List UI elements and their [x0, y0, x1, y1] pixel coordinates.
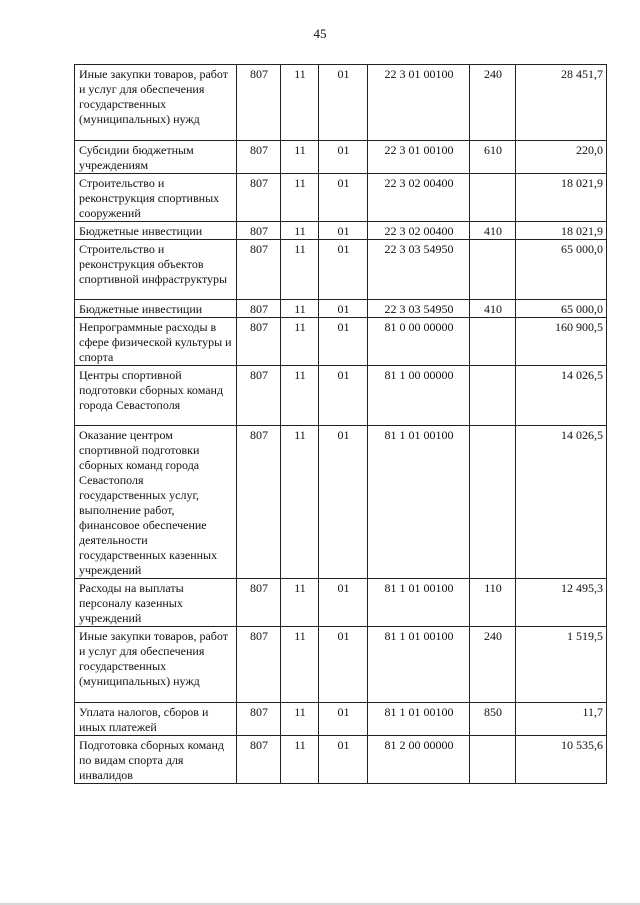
cell-ministry: 807 — [237, 579, 281, 627]
cell-name: Строительство и реконструкция спортивных сооружений — [75, 174, 237, 222]
cell-section: 11 — [281, 222, 319, 240]
cell-subsection: 01 — [319, 240, 368, 300]
page-number: 45 — [313, 26, 327, 41]
cell-target-article: 22 3 02 00400 — [368, 222, 470, 240]
cell-expense-type: 410 — [470, 300, 516, 318]
cell-target-article: 81 1 01 00100 — [368, 627, 470, 703]
cell-name: Оказание центром спортивной подготовки сборных команд города Севастополя государственных услуг, выполнение работ, финансовое обеспечение деятельности государственных казенных учреждений — [75, 426, 237, 579]
table-row — [75, 736, 607, 784]
cell-expense-type: 240 — [470, 65, 516, 141]
cell-section: 11 — [281, 141, 319, 174]
cell-expense-type: 850 — [470, 703, 516, 736]
cell-amount: 14 026,5 — [516, 366, 607, 426]
cell-expense-type: 610 — [470, 141, 516, 174]
cell-target-article: 22 3 02 00400 — [368, 174, 470, 222]
cell-name: Субсидии бюджетным учреждениям — [75, 141, 237, 174]
cell-expense-type — [470, 174, 516, 222]
cell-ministry: 807 — [237, 65, 281, 141]
cell-subsection: 01 — [319, 300, 368, 318]
cell-subsection: 01 — [319, 174, 368, 222]
cell-amount: 1 519,5 — [516, 627, 607, 703]
cell-subsection: 01 — [319, 627, 368, 703]
cell-ministry: 807 — [237, 141, 281, 174]
table-row — [75, 366, 607, 426]
cell-ministry: 807 — [237, 627, 281, 703]
cell-ministry: 807 — [237, 318, 281, 366]
cell-name: Строительство и реконструкция объектов спортивной инфраструктуры — [75, 240, 237, 300]
table-row — [75, 703, 607, 736]
cell-name: Непрограммные расходы в сфере физической культуры и спорта — [75, 318, 237, 366]
cell-ministry: 807 — [237, 174, 281, 222]
cell-ministry: 807 — [237, 240, 281, 300]
cell-target-article: 81 1 01 00100 — [368, 703, 470, 736]
cell-amount: 220,0 — [516, 141, 607, 174]
cell-target-article: 81 2 00 00000 — [368, 736, 470, 784]
cell-expense-type — [470, 318, 516, 366]
cell-amount: 160 900,5 — [516, 318, 607, 366]
cell-target-article: 81 0 00 00000 — [368, 318, 470, 366]
cell-section: 11 — [281, 703, 319, 736]
cell-name: Расходы на выплаты персоналу казенных учреждений — [75, 579, 237, 627]
cell-name: Иные закупки товаров, работ и услуг для обеспечения государственных (муниципальных) нужд — [75, 627, 237, 703]
cell-name: Бюджетные инвестиции — [75, 222, 237, 240]
cell-expense-type — [470, 426, 516, 579]
cell-subsection: 01 — [319, 65, 368, 141]
cell-expense-type — [470, 240, 516, 300]
cell-subsection: 01 — [319, 141, 368, 174]
cell-amount: 65 000,0 — [516, 240, 607, 300]
cell-subsection: 01 — [319, 366, 368, 426]
cell-section: 11 — [281, 426, 319, 579]
cell-section: 11 — [281, 318, 319, 366]
cell-subsection: 01 — [319, 222, 368, 240]
cell-name: Уплата налогов, сборов и иных платежей — [75, 703, 237, 736]
cell-section: 11 — [281, 366, 319, 426]
cell-target-article: 22 3 01 00100 — [368, 141, 470, 174]
cell-target-article: 22 3 01 00100 — [368, 65, 470, 141]
cell-target-article: 22 3 03 54950 — [368, 240, 470, 300]
cell-target-article: 81 1 01 00100 — [368, 426, 470, 579]
cell-amount: 18 021,9 — [516, 222, 607, 240]
table-row — [75, 579, 607, 627]
cell-expense-type: 240 — [470, 627, 516, 703]
table-row — [75, 627, 607, 703]
cell-section: 11 — [281, 240, 319, 300]
table-row — [75, 318, 607, 366]
table-row — [75, 174, 607, 222]
table-row — [75, 222, 607, 240]
cell-ministry: 807 — [237, 300, 281, 318]
cell-subsection: 01 — [319, 318, 368, 366]
cell-ministry: 807 — [237, 703, 281, 736]
cell-expense-type — [470, 736, 516, 784]
cell-section: 11 — [281, 579, 319, 627]
cell-section: 11 — [281, 300, 319, 318]
cell-subsection: 01 — [319, 579, 368, 627]
table-row — [75, 240, 607, 300]
cell-expense-type: 410 — [470, 222, 516, 240]
cell-name: Иные закупки товаров, работ и услуг для обеспечения государственных (муниципальных) нужд — [75, 65, 237, 141]
table-row — [75, 141, 607, 174]
cell-amount: 28 451,7 — [516, 65, 607, 141]
cell-ministry: 807 — [237, 222, 281, 240]
cell-target-article: 22 3 03 54950 — [368, 300, 470, 318]
cell-name: Подготовка сборных команд по видам спорта для инвалидов — [75, 736, 237, 784]
cell-expense-type: 110 — [470, 579, 516, 627]
cell-subsection: 01 — [319, 736, 368, 784]
cell-ministry: 807 — [237, 736, 281, 784]
cell-ministry: 807 — [237, 426, 281, 579]
cell-amount: 10 535,6 — [516, 736, 607, 784]
cell-target-article: 81 1 01 00100 — [368, 579, 470, 627]
table-row — [75, 300, 607, 318]
table-row — [75, 426, 607, 579]
cell-section: 11 — [281, 174, 319, 222]
table-row — [75, 65, 607, 141]
cell-subsection: 01 — [319, 703, 368, 736]
cell-target-article: 81 1 00 00000 — [368, 366, 470, 426]
cell-name: Бюджетные инвестиции — [75, 300, 237, 318]
cell-amount: 11,7 — [516, 703, 607, 736]
cell-section: 11 — [281, 65, 319, 141]
cell-name: Центры спортивной подготовки сборных команд города Севастополя — [75, 366, 237, 426]
cell-expense-type — [470, 366, 516, 426]
cell-section: 11 — [281, 627, 319, 703]
budget-table — [74, 64, 607, 784]
cell-amount: 18 021,9 — [516, 174, 607, 222]
budget-table-body — [75, 65, 607, 784]
cell-amount: 14 026,5 — [516, 426, 607, 579]
cell-section: 11 — [281, 736, 319, 784]
cell-amount: 12 495,3 — [516, 579, 607, 627]
cell-amount: 65 000,0 — [516, 300, 607, 318]
cell-subsection: 01 — [319, 426, 368, 579]
cell-ministry: 807 — [237, 366, 281, 426]
